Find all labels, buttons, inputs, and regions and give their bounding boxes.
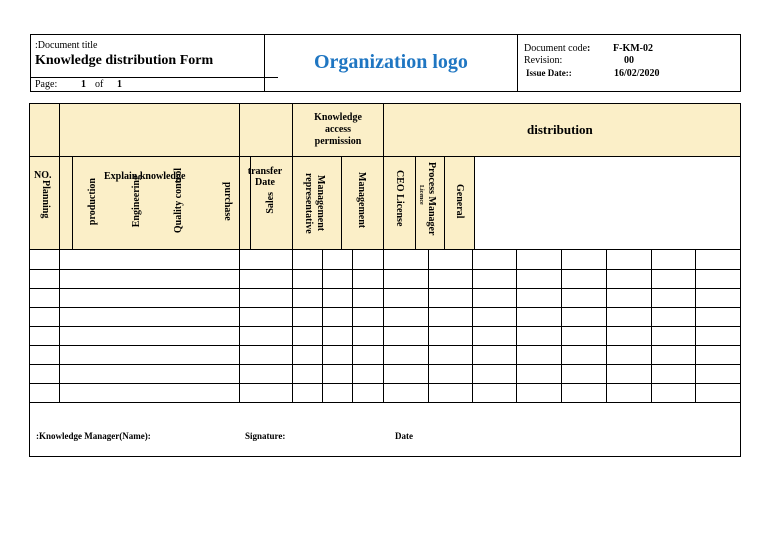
document-code-label: Document code: <box>524 43 591 54</box>
col-header-no: NO. <box>34 170 52 181</box>
row-line <box>30 364 741 365</box>
header-mid-line <box>30 156 741 157</box>
page-label: Page: <box>35 79 58 90</box>
row-line <box>30 269 741 270</box>
col-line <box>59 104 60 249</box>
col-line <box>292 249 293 402</box>
col-line <box>695 249 696 402</box>
col-line <box>516 249 517 402</box>
col-line <box>322 249 323 402</box>
col-header-process-manager: Process Manager <box>426 162 437 236</box>
organization-logo: Organization logo <box>314 51 468 73</box>
col-header-management: Management <box>356 172 367 229</box>
col-line <box>561 249 562 402</box>
knowledge-access-permission-header: Knowledge access permission <box>314 112 362 147</box>
col-header-general: General <box>454 184 465 219</box>
col-header-purchase: purchase <box>222 182 233 221</box>
page-total: 1 <box>117 79 122 90</box>
col-header-production: production <box>87 178 98 226</box>
col-header-quality-control: Quality control <box>173 168 184 234</box>
col-header-planning: Planning <box>40 180 51 219</box>
col-line <box>72 157 73 249</box>
row-line <box>30 307 741 308</box>
col-header-explain-knowledge: Explain knowledge <box>104 171 186 182</box>
col-line <box>239 104 240 249</box>
document-code-value: F-KM-02 <box>613 43 653 54</box>
row-line <box>30 326 741 327</box>
col-header-transfer-date: transfer Date <box>247 166 283 188</box>
col-line <box>383 249 384 402</box>
col-line <box>428 249 429 402</box>
col-line <box>606 249 607 402</box>
col-line <box>474 157 475 249</box>
col-header-ceo-license: CEO License <box>394 170 405 227</box>
document-title-label: :Document title <box>35 40 98 51</box>
col-line <box>415 157 416 249</box>
table-body-end-line <box>30 402 741 403</box>
document-title: Knowledge distribution Form <box>35 53 214 68</box>
col-line <box>352 249 353 402</box>
row-line <box>30 345 741 346</box>
col-header-engineering: Engineering <box>131 175 142 228</box>
row-line <box>30 288 741 289</box>
header-divider-1 <box>264 34 265 92</box>
page-current: 1 <box>81 79 86 90</box>
page-of: of <box>95 79 104 90</box>
col-header-management-representative: Management representative <box>303 172 326 234</box>
page-row-divider-right <box>264 77 278 78</box>
issue-date-label: Issue Date:: <box>526 68 572 78</box>
col-header-sales: Sales <box>265 192 276 214</box>
distribution-header: distribution <box>527 122 593 137</box>
revision-value: 00 <box>624 55 634 66</box>
knowledge-manager-name-label: :Knowledge Manager(Name): <box>36 431 151 441</box>
col-line <box>383 104 384 249</box>
issue-date-value: 16/02/2020 <box>614 68 660 79</box>
page-row-divider <box>30 77 265 78</box>
date-label: Date <box>395 431 413 441</box>
col-line <box>472 249 473 402</box>
header-divider-2 <box>517 34 518 92</box>
col-line <box>239 249 240 402</box>
col-line <box>341 157 342 249</box>
col-header-licence: Licence <box>418 185 424 205</box>
signature-label: Signature: <box>245 431 286 441</box>
col-line <box>59 249 60 402</box>
revision-label: Revision: <box>524 55 563 66</box>
header-bottom-line <box>30 249 741 250</box>
col-line <box>444 157 445 249</box>
row-line <box>30 383 741 384</box>
col-line <box>651 249 652 402</box>
header-fill-top <box>30 104 740 157</box>
